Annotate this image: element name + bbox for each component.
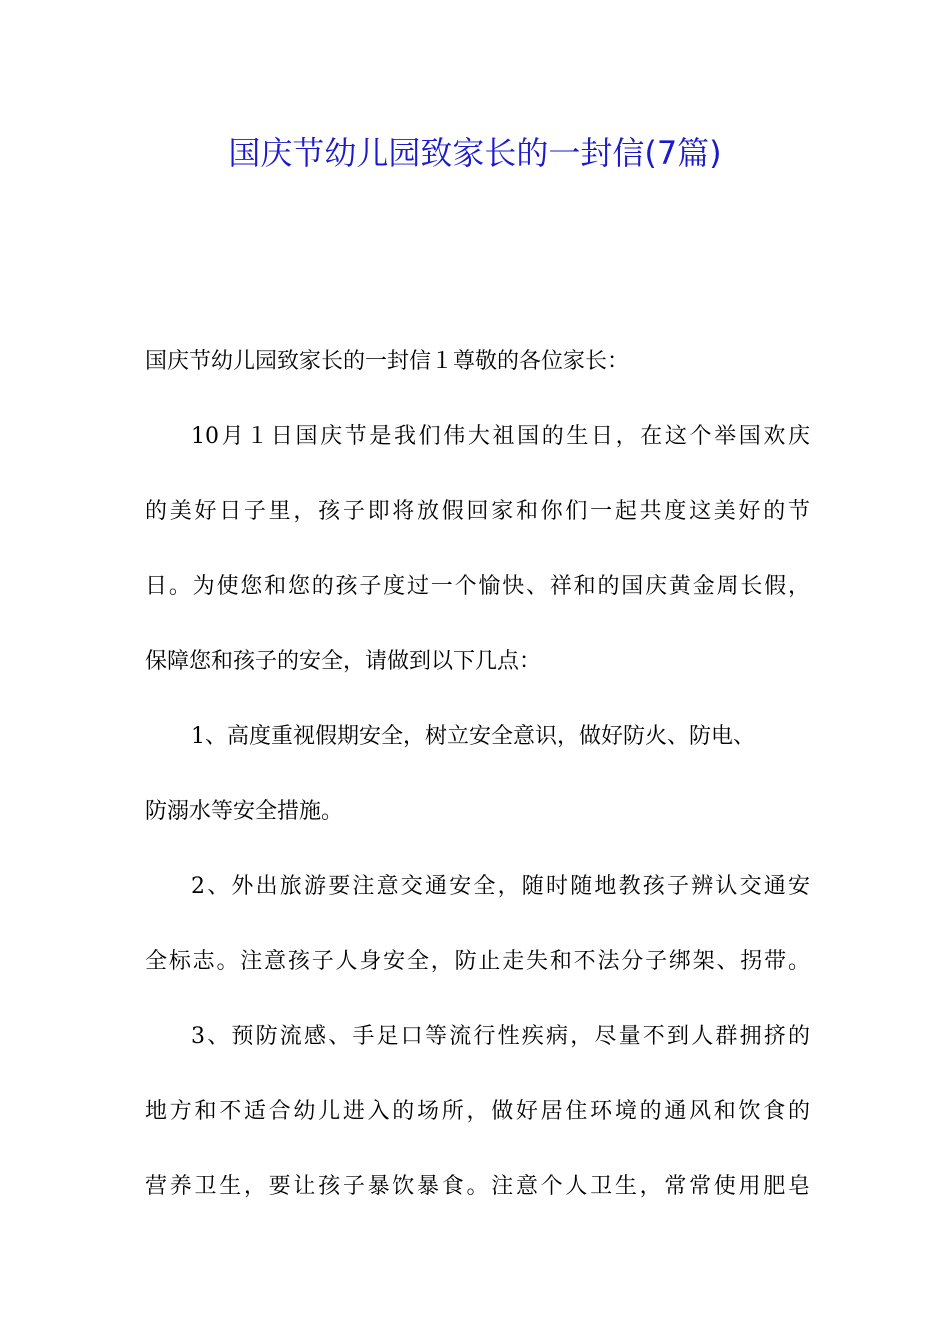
body-line-item-2: 2、外出旅游要注意交通安全，随时随地教孩子辨认交通安: [191, 874, 810, 899]
body-line: 地方和不适合幼儿进入的场所，做好居住环境的通风和饮食的: [145, 1099, 810, 1124]
body-line: 全标志。注意孩子人身安全，防止走失和不法分子绑架、拐带。: [145, 949, 810, 974]
body-line: 保障您和孩子的安全，请做到以下几点：: [145, 649, 542, 674]
body-line: 防溺水等安全措施。: [145, 799, 344, 824]
body-line: 营养卫生，要让孩子暴饮暴食。注意个人卫生，常常使用肥皂: [145, 1174, 810, 1199]
body-line-item-3: 3、预防流感、手足口等流行性疾病，尽量不到人群拥挤的: [191, 1024, 810, 1049]
document-body: [145, 343, 810, 1243]
body-line-item-1: 1、高度重视假期安全，树立安全意识，做好防火、防电、: [191, 724, 755, 749]
body-line: 日。为使您和您的孩子度过一个愉快、祥和的国庆黄金周长假，: [145, 574, 810, 599]
document-title: 国庆节幼儿园致家长的一封信(7篇): [228, 134, 722, 172]
body-line-greeting: 国庆节幼儿园致家长的一封信１尊敬的各位家长：: [145, 349, 630, 374]
body-line: 10月１日国庆节是我们伟大祖国的生日，在这个举国欢庆: [191, 424, 810, 449]
body-line: 的美好日子里，孩子即将放假回家和你们一起共度这美好的节: [145, 499, 810, 524]
